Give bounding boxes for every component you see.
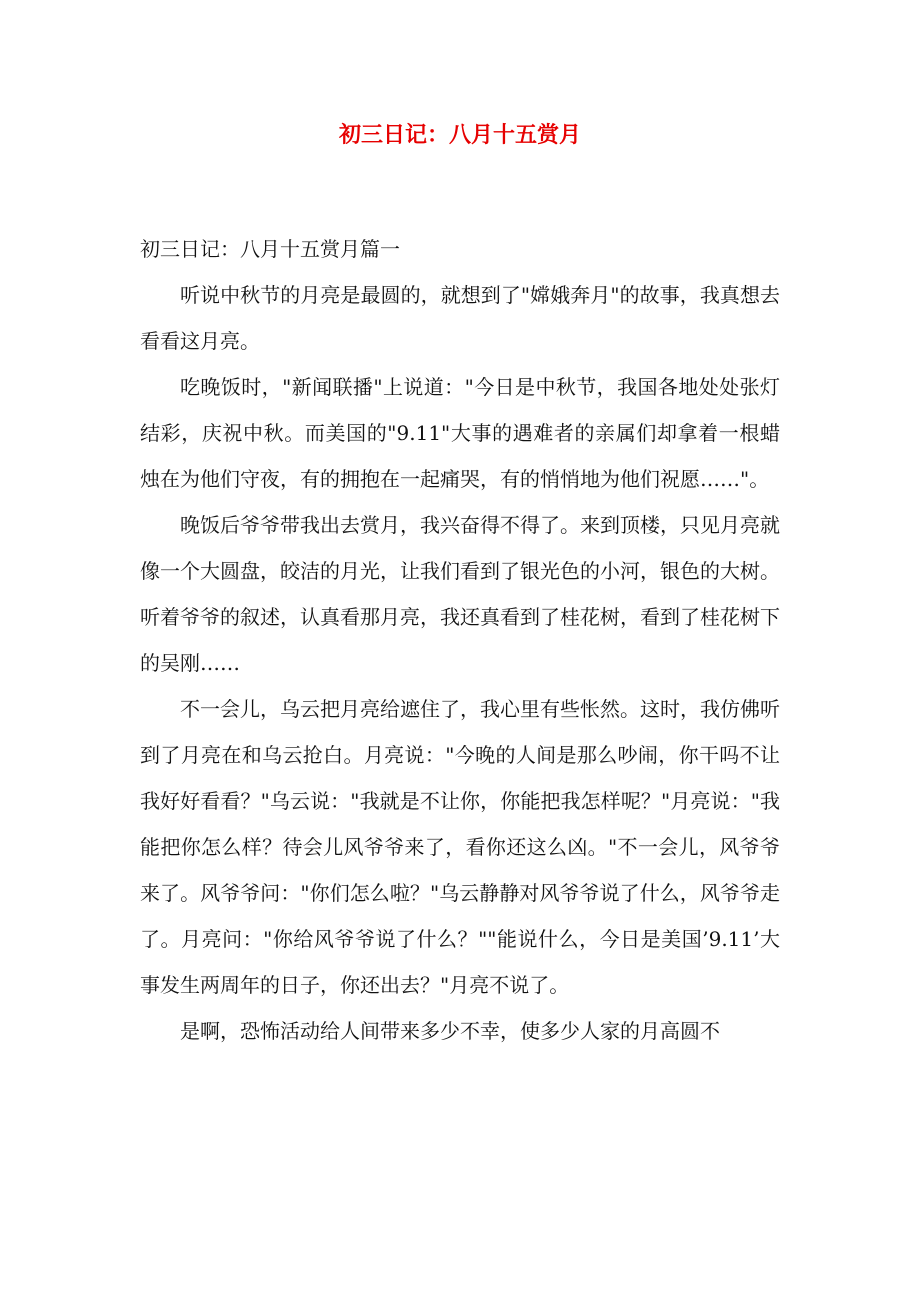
paragraph-3: 晚饭后爷爷带我出去赏月，我兴奋得不得了。来到顶楼，只见月亮就像一个大圆盘，皎洁的月光，让我们看到了银光色的小河，银色的大树。听着爷爷的叙述，认真看那月亮，我还真看到了桂花树，看到了桂花树下的吴刚…… [140, 513, 780, 675]
paragraph-5: 是啊，恐怖活动给人间带来多少不幸，使多少人家的月高圆不 [180, 1019, 720, 1043]
document-body [140, 226, 780, 1054]
paragraph-1: 听说中秋节的月亮是最圆的，就想到了"嫦娥奔月"的故事，我真想去看看这月亮。 [140, 283, 780, 353]
section-heading: 初三日记：八月十五赏月篇一 [140, 237, 400, 261]
paragraph-4: 不一会儿，乌云把月亮给遮住了，我心里有些怅然。这时，我仿佛听到了月亮在和乌云抢白。月亮说："今晚的人间是那么吵闹，你干吗不让我好好看看？"乌云说："我就是不让你，你能把我怎样呢？"月亮说："我能把你怎么样？待会儿风爷爷来了，看你还这么凶。"不一会儿，风爷爷来了。风爷爷问："你们怎么啦？"乌云静静对风爷爷说了什么，风爷爷走了。月亮问："你给风爷爷说了什么？""能说什么，今日是美国’9.11’大事发生两周年的日子，你还出去？"月亮不说了。 [140, 697, 780, 997]
paragraph-2: 吃晚饭时，"新闻联播"上说道："今日是中秋节，我国各地处处张灯结彩，庆祝中秋。而美国的"9.11"大事的遇难者的亲属们却拿着一根蜡烛在为他们守夜，有的拥抱在一起痛哭，有的悄悄地为他们祝愿……"。 [140, 375, 780, 491]
document-title: 初三日记：八月十五赏月 [338, 122, 581, 148]
